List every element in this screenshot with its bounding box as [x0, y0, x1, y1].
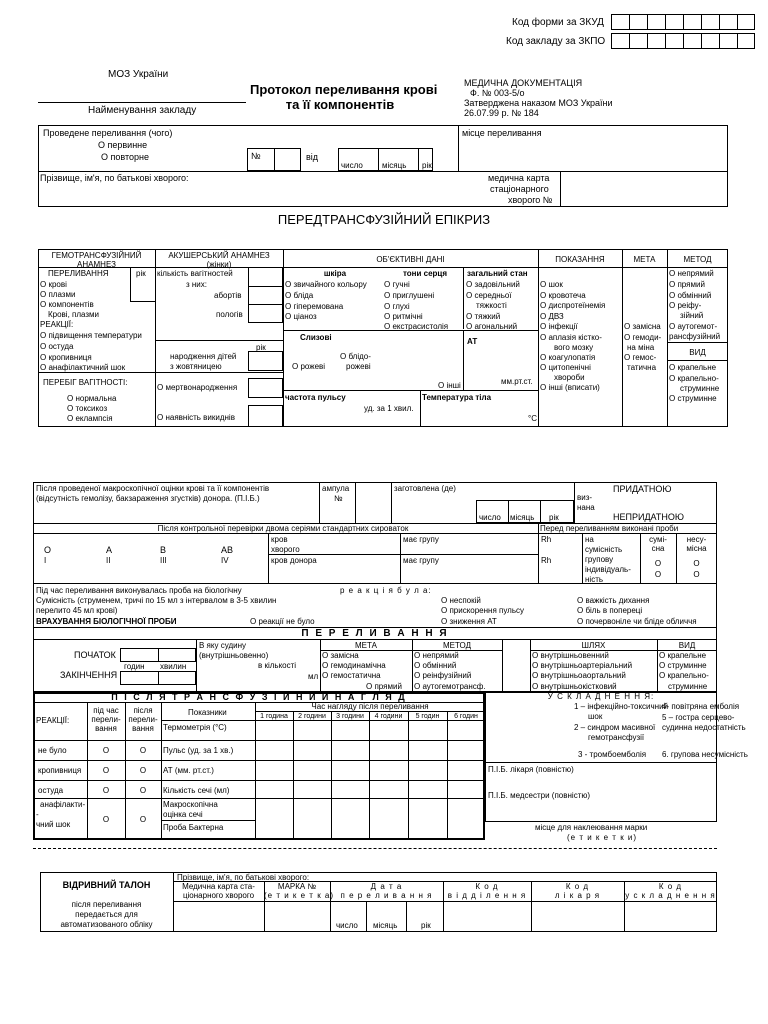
coupon-year-label: рік [421, 921, 431, 930]
row-anaph-dash: - [36, 810, 39, 819]
patient-blood-label: кров [271, 535, 288, 544]
patient-blood-label-2: хворого [271, 545, 300, 554]
compat-label-1: на [585, 535, 594, 544]
macro-indicator-2: оцінка сечі [163, 810, 203, 819]
compatible-header: сумі- сна [649, 535, 667, 553]
year-label: рік [422, 161, 432, 170]
first-option[interactable]: О первинне [98, 140, 148, 150]
zkud-label: Код форми за ЗКУД [512, 17, 604, 28]
nurse-name-label: П.І.Б. медсестри (повністю) [488, 791, 591, 800]
mucosa-label: Слизові [300, 333, 332, 342]
hour-6-header: 6 годин [454, 713, 478, 720]
coupon-title: ВІДРИВНИЙ ТАЛОН [62, 880, 151, 890]
option-kind-jet[interactable]: О струминне [659, 661, 707, 670]
group-4: IV [221, 556, 229, 565]
option-miscarriage[interactable]: О наявність викиднів [157, 413, 235, 422]
option-goal-hemodynamic-2[interactable]: О гемодинамічна [322, 661, 386, 670]
complication-6: 6. групова несумісність [662, 750, 748, 759]
option-state-moderate[interactable]: О середньої [466, 291, 512, 300]
place-label: місце переливання [462, 128, 542, 138]
per-min-label: уд. за 1 хвил. [364, 404, 414, 413]
bact-test-indicator: Проба Бактерна [163, 823, 224, 832]
observation-time-header: Час нагляду після переливання [311, 702, 429, 711]
state-label: загальний стан [467, 269, 528, 278]
option-mucosa-pale-pink[interactable]: О блідо- [340, 352, 371, 361]
pregnancy-course-label: ПЕРЕБІГ ВАГІТНОСТІ: [43, 378, 128, 387]
from-label: від [306, 152, 319, 162]
before-tests-label: Перед переливанням виконані проби [540, 524, 679, 533]
option-method-direct[interactable]: О прямий [669, 280, 705, 289]
end-label: ЗАКІНЧЕННЯ [60, 670, 118, 680]
complication-2-line2: гемотрансфузії [588, 733, 645, 742]
hour-1-header: 1 година [260, 713, 288, 720]
path-header: ШЛЯХ [581, 641, 606, 650]
option-heart-rhythmic[interactable]: О ритмічні [384, 312, 423, 321]
option-bp-drop[interactable]: О зниження АТ [441, 617, 497, 626]
option-components[interactable]: О компонентів [40, 300, 94, 309]
option-goal-hemostatic[interactable]: О гемос- [624, 353, 657, 362]
option-no-reaction[interactable]: О реакції не було [250, 617, 315, 626]
option-goal-hemostatic-2[interactable]: О гемостатична [322, 671, 381, 680]
option-state-satisfactory[interactable]: О задовільний [466, 280, 520, 289]
fit-label[interactable]: ПРИДАТНОЮ [613, 484, 672, 494]
year-label: рік [136, 269, 146, 278]
row-chills-label: остуда [38, 786, 64, 795]
transf-label: ПЕРЕЛИВАННЯ [48, 269, 109, 278]
drip-jet-line2: струминне [680, 384, 720, 393]
heart-label: тони серця [402, 269, 448, 278]
complication-1-line2: шок [588, 712, 603, 721]
after-header: після перели- вання [128, 706, 158, 733]
option-eclampsia[interactable]: О еклампсія [67, 414, 113, 423]
ampoule-number-sign: № [334, 494, 343, 503]
after-check-label-2: (відсутність гемолізу, бакзараження згустків) донора. (П.І.Б.) [36, 494, 260, 503]
option-method-reinfusion[interactable]: О реіфу- [669, 301, 702, 310]
jaundice-field[interactable] [248, 351, 283, 371]
pregnancy-fields[interactable] [248, 267, 283, 323]
coupon-day-label: число [336, 921, 358, 930]
coupon-desc-3: автоматизованого обліку [60, 920, 153, 929]
option-type-jet[interactable]: О струминне [669, 394, 717, 403]
control-check-label: Після контрольної перевірки двома серіями стандартних сироваток [157, 524, 409, 533]
hour-3-header: 3 години [336, 713, 364, 720]
observation-title: П І С Л Я Т Р А Н С Ф У З І Й Н И Й Н А Г Л Я Д [111, 692, 407, 702]
compat-label-2: сумісність [585, 545, 623, 554]
document-title: Протокол переливання крові та її компонентів [250, 82, 438, 112]
option-state-agonal[interactable]: О агональний [466, 322, 518, 331]
header-gem: ГЕМОТРАНСФУЗІЙНИЙ АНАМНЕЗ [51, 251, 142, 269]
doctor-name-label: П.І.Б. лікаря (повністю) [488, 765, 574, 774]
option-dic[interactable]: О ДВЗ [540, 312, 564, 321]
option-method-indirect-2[interactable]: О непрямий [414, 651, 459, 660]
compat-label-3: групову [585, 555, 614, 564]
skin-label: шкіра [323, 269, 347, 278]
bp-label: АТ [467, 337, 478, 346]
option-heart-muffled[interactable]: О приглушені [384, 291, 435, 300]
recognized-line2: нана [577, 503, 595, 512]
option-anaphylaxis[interactable]: О анафілактичний шок [40, 363, 126, 372]
anaph-after-circle[interactable]: О [139, 815, 147, 824]
complication-4: 4- повітряна емболія [662, 702, 740, 711]
option-chills[interactable]: О остуда [40, 342, 74, 351]
unfit-label[interactable]: НЕПРИДАТНОЮ [613, 512, 684, 522]
month-label-2: місяць [510, 513, 535, 522]
coupon-month-label: місяць [373, 921, 398, 930]
state-moderate-line2: тяжкості [476, 301, 507, 310]
indicators-header: Показники [188, 708, 227, 717]
jaundice-label-1: народження дітей [170, 352, 237, 361]
amount-label: в кількості [258, 661, 297, 670]
jaundice-label-2: з жовтяницею [170, 362, 222, 371]
hour-2-header: 2 години [298, 713, 326, 720]
group-o[interactable]: О [44, 545, 52, 555]
option-mucosa-other[interactable]: О інші [438, 381, 461, 390]
option-plasma[interactable]: О плазми [40, 290, 76, 299]
group-b[interactable]: В [160, 545, 167, 555]
goal-header: МЕТА [355, 641, 377, 650]
start-label: ПОЧАТОК [74, 650, 116, 660]
deg-label: °С [528, 414, 537, 423]
compat-circle-2[interactable]: О [654, 570, 662, 579]
of-them-label: з них: [186, 280, 207, 289]
option-path-intraosseous[interactable]: О внутрішньокістковий [532, 682, 617, 691]
temperature-indicator: Термометрія (°С) [163, 723, 227, 732]
option-restlessness[interactable]: О неспокій [441, 596, 481, 605]
header-method: МЕТОД [683, 255, 712, 264]
coupon-complication-header: К о д у с к л а д н е н н я [625, 882, 716, 900]
header-indications: ПОКАЗАННЯ [555, 255, 605, 264]
option-skin-hyperemic[interactable]: О гіперемована [285, 302, 344, 311]
vessel-label-1: В яку судину [199, 641, 246, 650]
option-path-iv[interactable]: О внутрішньовенний [532, 651, 609, 660]
performed-label: Проведене переливання (чого) [43, 128, 173, 138]
option-kind-drip-jet[interactable]: О крапельно- [659, 671, 709, 680]
header-goal: МЕТА [633, 255, 656, 264]
option-stillbirth[interactable]: О мертвонародження [157, 383, 238, 392]
recognized-line1: виз- [577, 493, 593, 502]
option-method-direct-2[interactable]: О прямий [366, 682, 402, 691]
option-method-autohemo[interactable]: О аутогемот- [669, 322, 718, 331]
coupon-mark-header: МАРКА № (е т и к е т к а) [264, 882, 335, 900]
option-goal-hemodynamic[interactable]: О гемоди- [624, 333, 662, 342]
minutes-label: хвилин [160, 662, 187, 671]
bio-test-label-4: ВРАХУВАННЯ БІОЛОГІЧНОЇ ПРОБИ [36, 617, 177, 626]
sticker-place-label: місце для наклеювання марки [535, 823, 648, 832]
chills-after-circle[interactable]: О [139, 786, 147, 795]
group-1: І [44, 556, 47, 565]
row-none-label: не було [38, 746, 67, 755]
has-group-label-1: має групу [403, 535, 439, 544]
coupon-desc-2: передається для [75, 910, 138, 919]
reinfusion-line2: зійний [680, 311, 704, 320]
month-label: місяць [382, 161, 407, 170]
option-aplasia[interactable]: О аплазія кістко- [540, 333, 602, 342]
tear-line[interactable] [33, 848, 717, 849]
hours-label: годин [124, 662, 145, 671]
bio-test-label-2: Сумісність (струменем, тричі по 15 мл з інтервалом в 3-5 хвилин [36, 596, 277, 605]
temp-label: Температура тіла [422, 393, 492, 402]
option-method-indirect[interactable]: О непрямий [669, 269, 714, 278]
number-sign: № [251, 151, 261, 161]
hour-4-header: 4 години [374, 713, 403, 720]
has-group-label-2: має групу [403, 556, 439, 565]
chills-during-circle[interactable]: О [102, 786, 110, 795]
option-skin-normal[interactable]: О звичайного кольору [285, 280, 367, 289]
row-anaph-label: анафілакти- [40, 800, 86, 809]
incompat-circle-2[interactable]: О [693, 570, 700, 579]
option-blood[interactable]: О крові [40, 280, 67, 289]
pulse-label: частота пульсу [285, 393, 346, 402]
day-label: число [341, 161, 363, 170]
option-breathing[interactable]: О важкість дихання [577, 596, 650, 605]
bio-test-label-3: перелито 45 мл крові) [36, 606, 118, 615]
option-infections[interactable]: О інфекції [540, 322, 578, 331]
group-a[interactable]: А [106, 545, 113, 555]
option-skin-pale[interactable]: О бліда [285, 291, 314, 300]
option-heart-extrasystole[interactable]: О екстрасистолія [384, 322, 449, 331]
group-2: ІІ [106, 556, 111, 565]
mmhg-label: мм.рт.ст. [501, 377, 533, 386]
option-method-reinfusion-2[interactable]: О реінфузійний [414, 671, 472, 680]
option-heart-deaf[interactable]: О глухі [384, 302, 410, 311]
ml-label: мл [308, 672, 319, 681]
year-label-3: рік [549, 513, 559, 522]
kind-drip-jet-line2: струминне [668, 682, 708, 691]
none-during-circle[interactable]: О [102, 746, 110, 755]
sticker-place-label-2: (е т и к е т к и) [567, 833, 638, 842]
coupon-desc-1: після переливання [71, 900, 142, 909]
blood-plasma-label: Крові, плазми [48, 310, 100, 319]
option-bleeding[interactable]: О кровотеча [540, 291, 586, 300]
year-label-2: рік [256, 343, 266, 352]
kind-header: ВИД [678, 641, 696, 650]
option-heart-loud[interactable]: О гучні [384, 280, 410, 289]
option-temp-rise[interactable]: О підвищення температури [40, 331, 142, 340]
option-method-exchange[interactable]: О обмінний [669, 291, 712, 300]
urticaria-during-circle[interactable]: О [102, 766, 110, 775]
complication-3: 3 - тромбоемболія [578, 750, 647, 759]
complication-5-line2: судинна недостатність [662, 723, 746, 732]
reactions-header: РЕАКЦІЇ: [36, 716, 70, 725]
option-method-autohemo-2[interactable]: О аутогемотрансф. [414, 682, 486, 691]
incompatible-header: несу- місна [686, 535, 707, 553]
anaph-during-circle[interactable]: О [102, 815, 110, 824]
header-objective: ОБ'ЄКТИВНІ ДАНІ [376, 255, 445, 264]
reactions-label: РЕАКЦІЇ: [40, 320, 74, 329]
approved-date: 26.07.99 р. № 184 [464, 108, 539, 118]
institution-label: Найменування закладу [88, 105, 197, 116]
option-back-pain[interactable]: О біль в попереці [577, 606, 643, 615]
bp-indicator: АТ (мм. рт.ст.) [163, 766, 214, 775]
vessel-label-2: (внутрішньовенно) [199, 651, 269, 660]
header-obstetric: АКУШЕРСЬКИЙ АНАМНЕЗ (жінки) [168, 251, 270, 269]
option-toxicosis[interactable]: О токсикоз [67, 404, 108, 413]
card-label-3: хворого № [508, 195, 553, 205]
option-dysproteinemia[interactable]: О диспротеїнемія [540, 301, 606, 310]
goal-hemodynamic-line2: на міна [627, 343, 655, 352]
pulse-indicator: Пульс (уд. за 1 хв.) [163, 746, 234, 755]
urticaria-after-circle[interactable]: О [139, 766, 147, 775]
complication-5: 5 – гостра серцево- [662, 713, 735, 722]
option-path-aortic[interactable]: О внутрішньоаортальний [532, 671, 626, 680]
rh-label-2: Rh [541, 556, 552, 565]
coupon-doctor-header: К о д л і к а р я [554, 882, 601, 900]
pregnancy-count-label: кількість вагітностей [157, 269, 233, 278]
option-normal[interactable]: О нормальна [67, 394, 117, 403]
row-urticaria-label: кропивниця [38, 766, 82, 775]
repeat-option[interactable]: О повторне [101, 152, 149, 162]
option-face-color[interactable]: О почервоніле чи бліде обличчя [577, 617, 697, 626]
option-type-drip-jet[interactable]: О крапельно- [669, 374, 719, 383]
reaction-was-label: р е а к ц і я б у л а: [340, 586, 432, 595]
bio-test-label-1: Під час переливання виконувалась проба на біологічну [36, 586, 242, 595]
group-ab[interactable]: АВ [221, 545, 234, 555]
urine-indicator: Кількість сечі (мл) [163, 786, 230, 795]
row-anaph-label-2: чний шок [36, 820, 71, 829]
transfusion-title: П Е Р Е Л И В А Н Н Я [301, 628, 449, 639]
miscarriage-field[interactable] [248, 405, 283, 427]
during-header: під час перели- вання [91, 706, 121, 733]
institution-line[interactable] [38, 102, 246, 103]
option-cytopenic[interactable]: О цитопенічні [540, 363, 591, 372]
abortions-label: абортів [214, 291, 242, 300]
coupon-dept-header: К о д в і д д і л е н н я [447, 882, 527, 900]
none-after-circle[interactable]: О [139, 746, 147, 755]
compat-circle-1[interactable]: О [654, 559, 662, 568]
option-shock[interactable]: О шок [540, 280, 563, 289]
day-label-2: число [479, 513, 501, 522]
option-other-indications[interactable]: О інші (вписати) [540, 383, 600, 392]
option-goal-substitution[interactable]: О замісна [624, 322, 661, 331]
option-goal-substitution-2[interactable]: О замісна [322, 651, 359, 660]
cytopenic-line2: хвороби [554, 373, 585, 382]
compat-label-5: ність [585, 575, 604, 584]
card-label-2: стаціонарного [490, 184, 549, 194]
incompat-circle-1[interactable]: О [693, 559, 700, 568]
patient-label: Прізвище, ім'я, по батькові хворого: [40, 173, 189, 183]
complication-1: 1 – інфекційно-токсичний [574, 702, 669, 711]
macro-indicator: Макроскопічна [163, 800, 218, 809]
option-state-severe[interactable]: О тяжкий [466, 312, 501, 321]
approved-by: Затверджена наказом МОЗ України [464, 98, 613, 108]
goal-hemostatic-line2: татична [627, 363, 657, 372]
method-header: МЕТОД [443, 641, 471, 650]
stillbirth-field[interactable] [248, 378, 283, 398]
form-number: Ф. № 003-5/о [470, 88, 525, 98]
complications-title: У С К Л А Д Н Е Н Н Я: [547, 692, 655, 701]
option-path-ia[interactable]: О внутрішньоартеріальний [532, 661, 633, 670]
option-skin-cyanosis[interactable]: О ціаноз [285, 312, 317, 321]
prepared-label: заготовлена (де) [394, 484, 456, 493]
med-doc: МЕДИЧНА ДОКУМЕНТАЦІЯ [464, 78, 583, 88]
group-3: ІІІ [160, 556, 167, 565]
after-check-label-1: Після проведеної макроскопічної оцінки крові та її компонентів [36, 484, 270, 493]
autohemo-line2: рансфузійний [669, 332, 721, 341]
complication-2: 2 – синдром масивної [574, 723, 656, 732]
coupon-card-header: Медична карта ста- ціонарного хворого [182, 882, 255, 900]
epicrisis-title: ПЕРЕДТРАНСФУЗІЙНИЙ ЕПІКРИЗ [277, 212, 491, 227]
ministry: МОЗ України [108, 69, 169, 80]
zkpo-label: Код закладу за ЗКПО [506, 36, 606, 47]
option-mucosa-pink[interactable]: О рожеві [292, 362, 326, 371]
option-coagulopathy[interactable]: О коагулопатія [540, 353, 596, 362]
coupon-patient-label: Прізвище, ім'я, по батькові хворого: [177, 873, 310, 882]
option-kind-drip[interactable]: О крапельне [659, 651, 707, 660]
option-method-exchange-2[interactable]: О обмінний [414, 661, 457, 670]
coupon-date-header: Д а т а п е р е л и в а н н я [340, 882, 433, 900]
option-tachycardia[interactable]: О прискорення пульсу [441, 606, 525, 615]
option-urticaria[interactable]: О кропивниця [40, 353, 92, 362]
ampoule-label: ампула [322, 484, 350, 493]
option-type-drip[interactable]: О крапельне [669, 363, 717, 372]
card-label-1: медична карта [488, 173, 550, 183]
mucosa-pale-pink-line2: рожеві [346, 362, 371, 371]
aplasia-line2: вого мозку [554, 343, 594, 352]
births-label: пологів [216, 310, 243, 319]
donor-blood-label: кров донора [271, 556, 317, 565]
rh-label-1: Rh [541, 535, 552, 544]
hour-5-header: 5 годин [415, 713, 440, 720]
compat-label-4: індивідуаль- [585, 565, 631, 574]
type-label: ВИД [689, 348, 706, 357]
